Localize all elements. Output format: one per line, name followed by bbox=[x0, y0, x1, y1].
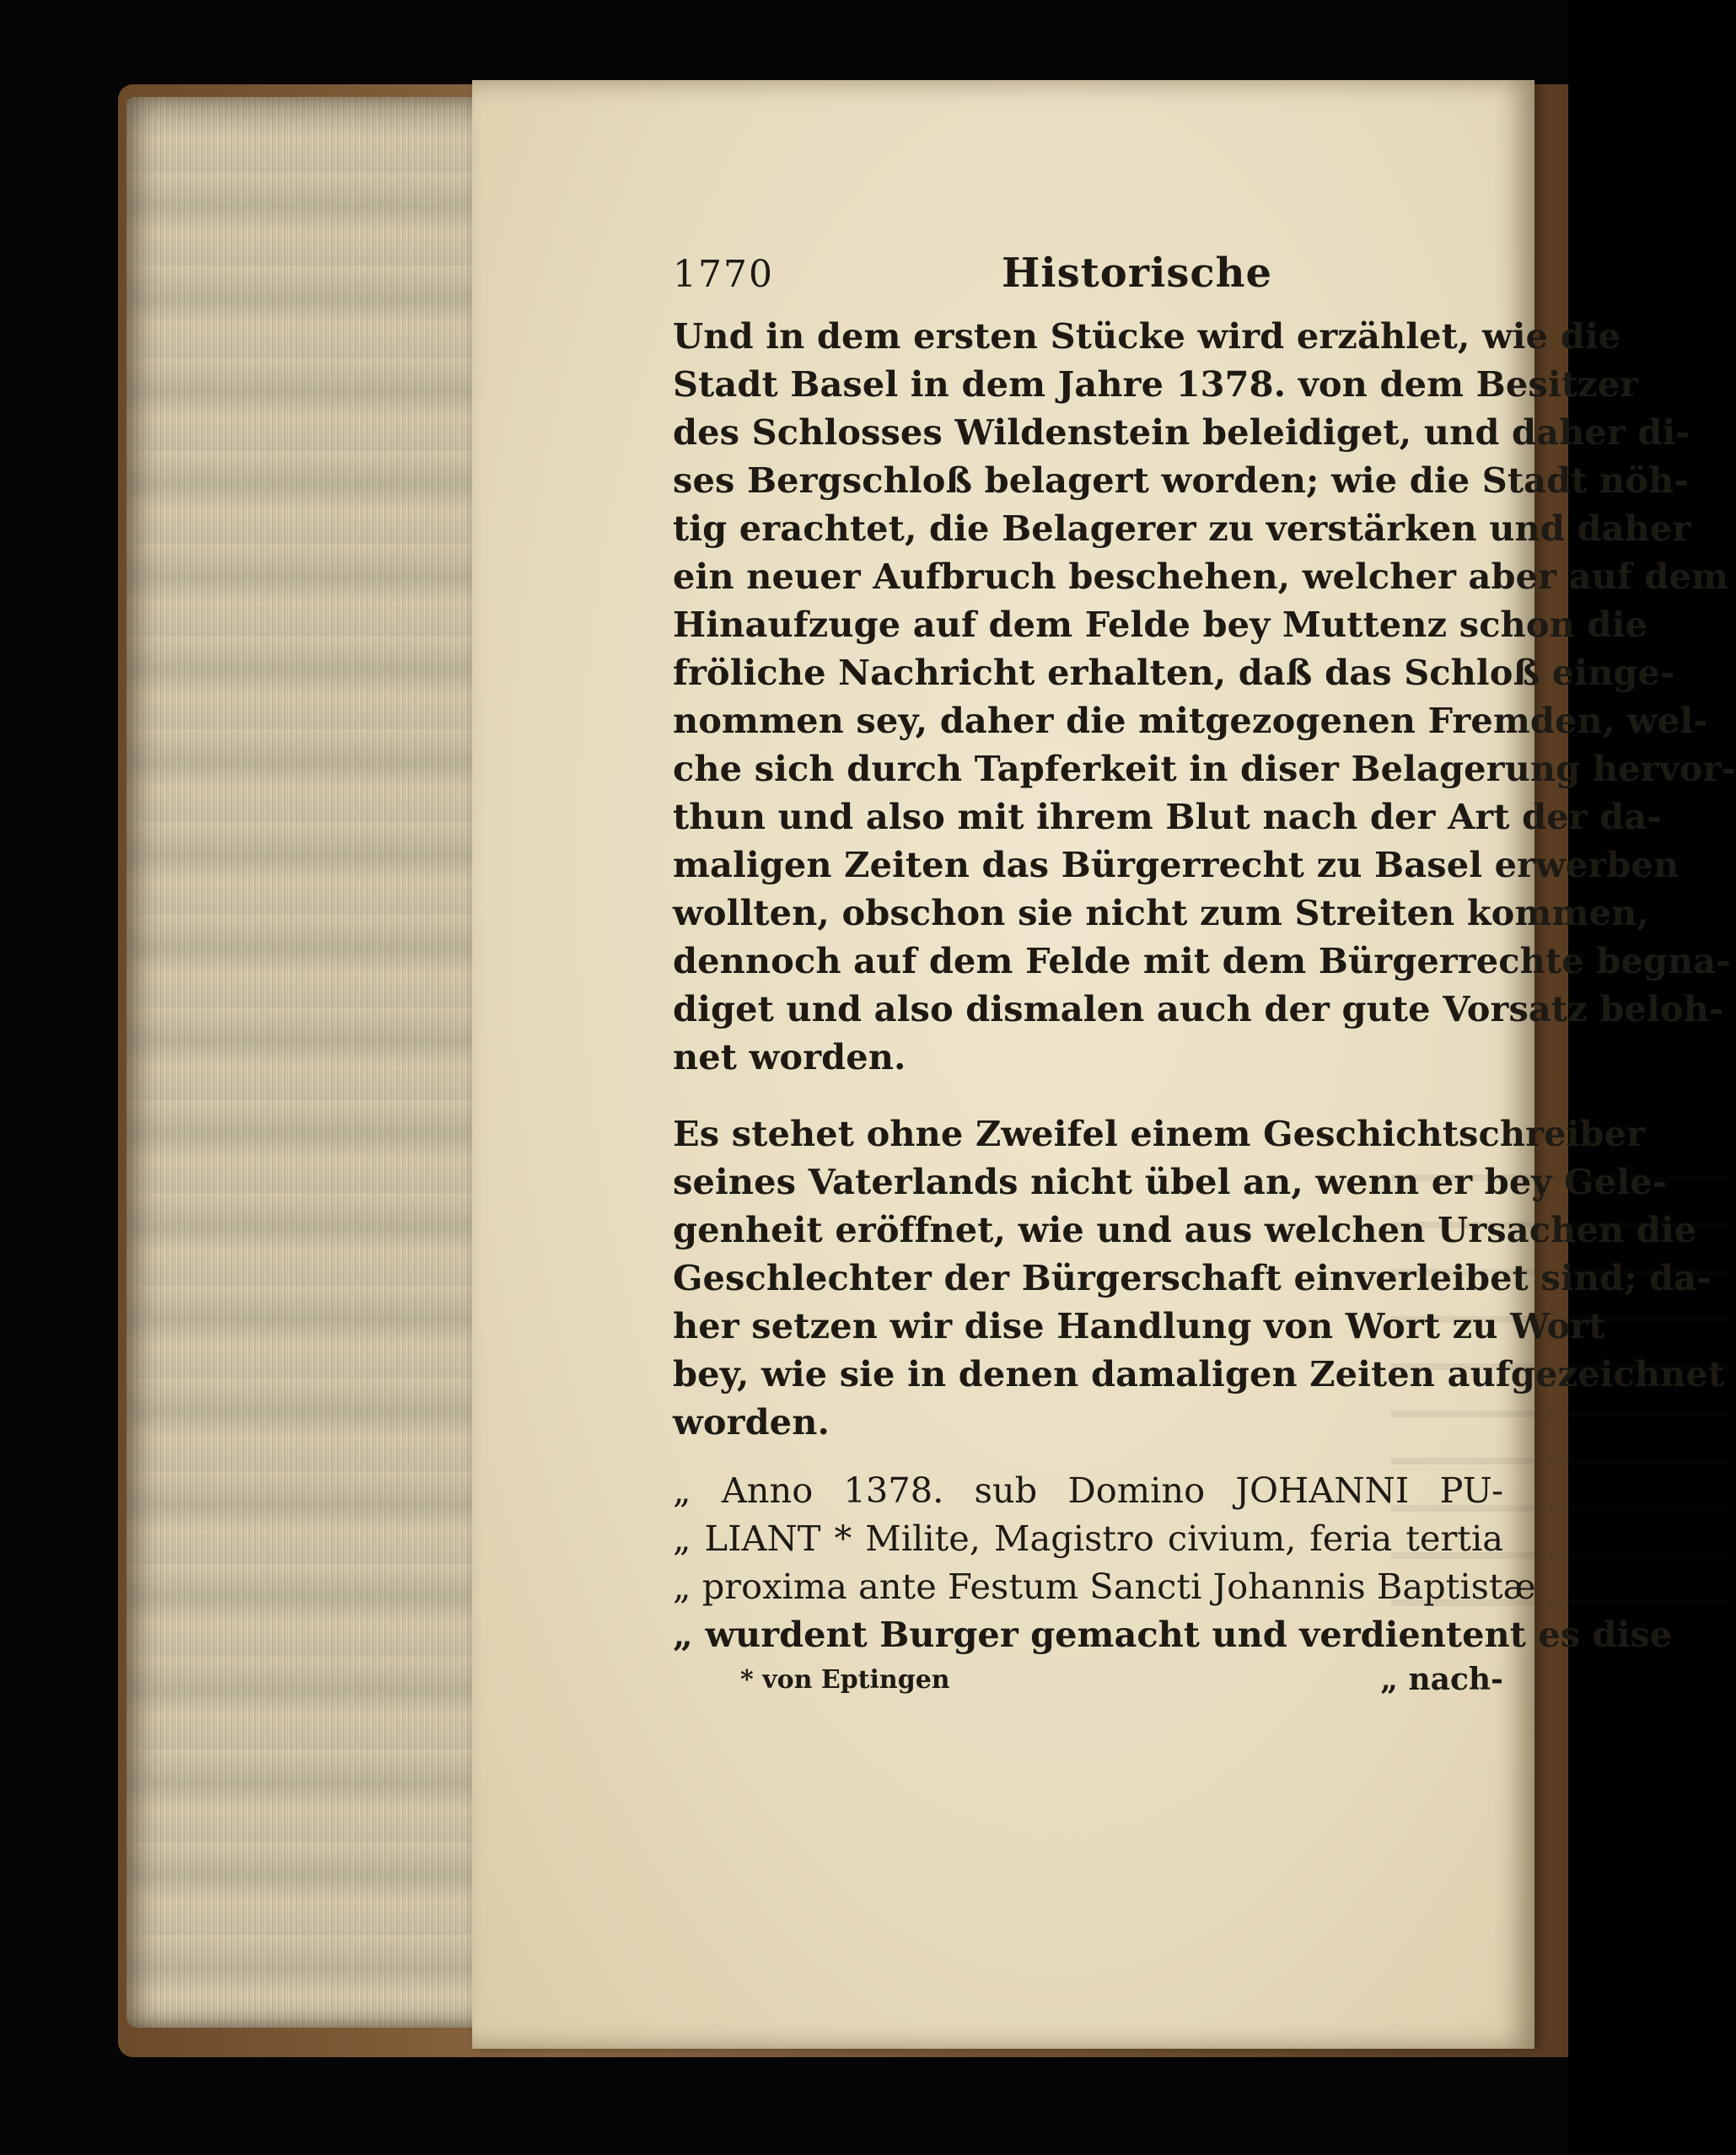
page-edges bbox=[126, 97, 489, 2028]
text-line: bey, wie sie in denen damaligen Zeiten aufgezeichnet bbox=[673, 1353, 1725, 1395]
text-line: worden. bbox=[673, 1401, 830, 1443]
text-line: Geschlechter der Bürgerschaft einverleibet sind; da- bbox=[673, 1257, 1712, 1298]
text-line: thun und also mit ihrem Blut nach der Art der da- bbox=[673, 796, 1662, 837]
page-footer bbox=[673, 1660, 1503, 1711]
text-line: nommen sey, daher die mitgezogenen Fremden, wel- bbox=[673, 700, 1708, 741]
text-line: diget und also dismalen auch der gute Vorsatz beloh- bbox=[673, 988, 1724, 1029]
quote-line: „ wurdent Burger gemacht und verdientent es dise bbox=[673, 1614, 1673, 1655]
running-head bbox=[673, 245, 1503, 312]
text-line: tig erachtet, die Belagerer zu verstärken und daher bbox=[673, 508, 1691, 549]
book-page bbox=[472, 80, 1736, 2049]
text-line: net worden. bbox=[673, 1036, 906, 1078]
text-line: genheit eröffnet, wie und aus welchen Ursachen die bbox=[673, 1209, 1697, 1250]
text-line: ein neuer Aufbruch beschehen, welcher aber auf dem bbox=[673, 556, 1729, 597]
latin-quote bbox=[673, 1466, 1673, 1658]
footnote: * von Eptingen bbox=[740, 1665, 950, 1695]
text-line: Stadt Basel in dem Jahre 1378. von dem Besitzer bbox=[673, 363, 1639, 405]
text-line: che sich durch Tapferkeit in diser Belagerung hervor- bbox=[673, 748, 1736, 789]
text-line: seines Vaterlands nicht übel an, wenn er bey Gele- bbox=[673, 1161, 1667, 1202]
running-title: Historische bbox=[1002, 250, 1273, 297]
text-line: dennoch auf dem Felde mit dem Bürgerrechte begna- bbox=[673, 940, 1731, 981]
text-line: wollten, obschon sie nicht zum Streiten kommen, bbox=[673, 892, 1649, 933]
paragraph-1 bbox=[673, 312, 1736, 1081]
quote-line: „ LIANT * Milite, Magistro civium, feria tertia bbox=[673, 1518, 1503, 1559]
text-line: Es stehet ohne Zweifel einem Geschichtschreiber bbox=[673, 1113, 1646, 1154]
paragraph-2 bbox=[673, 1110, 1725, 1446]
quote-line: „ proxima ante Festum Sancti Johannis Baptistæ bbox=[673, 1566, 1536, 1607]
text-line: maligen Zeiten das Bürgerrecht zu Basel erwerben bbox=[673, 844, 1680, 885]
text-line: her setzen wir dise Handlung von Wort zu Wort bbox=[673, 1305, 1605, 1346]
quote-line: „ Anno 1378. sub Domino JOHANNI PU- bbox=[673, 1470, 1503, 1511]
text-line: Hinaufzuge auf dem Felde bey Muttenz schon die bbox=[673, 604, 1647, 645]
text-line: fröliche Nachricht erhalten, daß das Schloß einge- bbox=[673, 652, 1675, 693]
text-line: Und in dem ersten Stücke wird erzählet, wie die bbox=[673, 315, 1621, 357]
catchword: „ nach- bbox=[1380, 1662, 1503, 1697]
text-line: ses Bergschloß belagert worden; wie die Stadt nöh- bbox=[673, 459, 1689, 501]
text-block bbox=[673, 245, 1736, 1711]
text-line: des Schlosses Wildenstein beleidiget, und daher di- bbox=[673, 411, 1690, 453]
page-number: 1770 bbox=[673, 253, 774, 296]
